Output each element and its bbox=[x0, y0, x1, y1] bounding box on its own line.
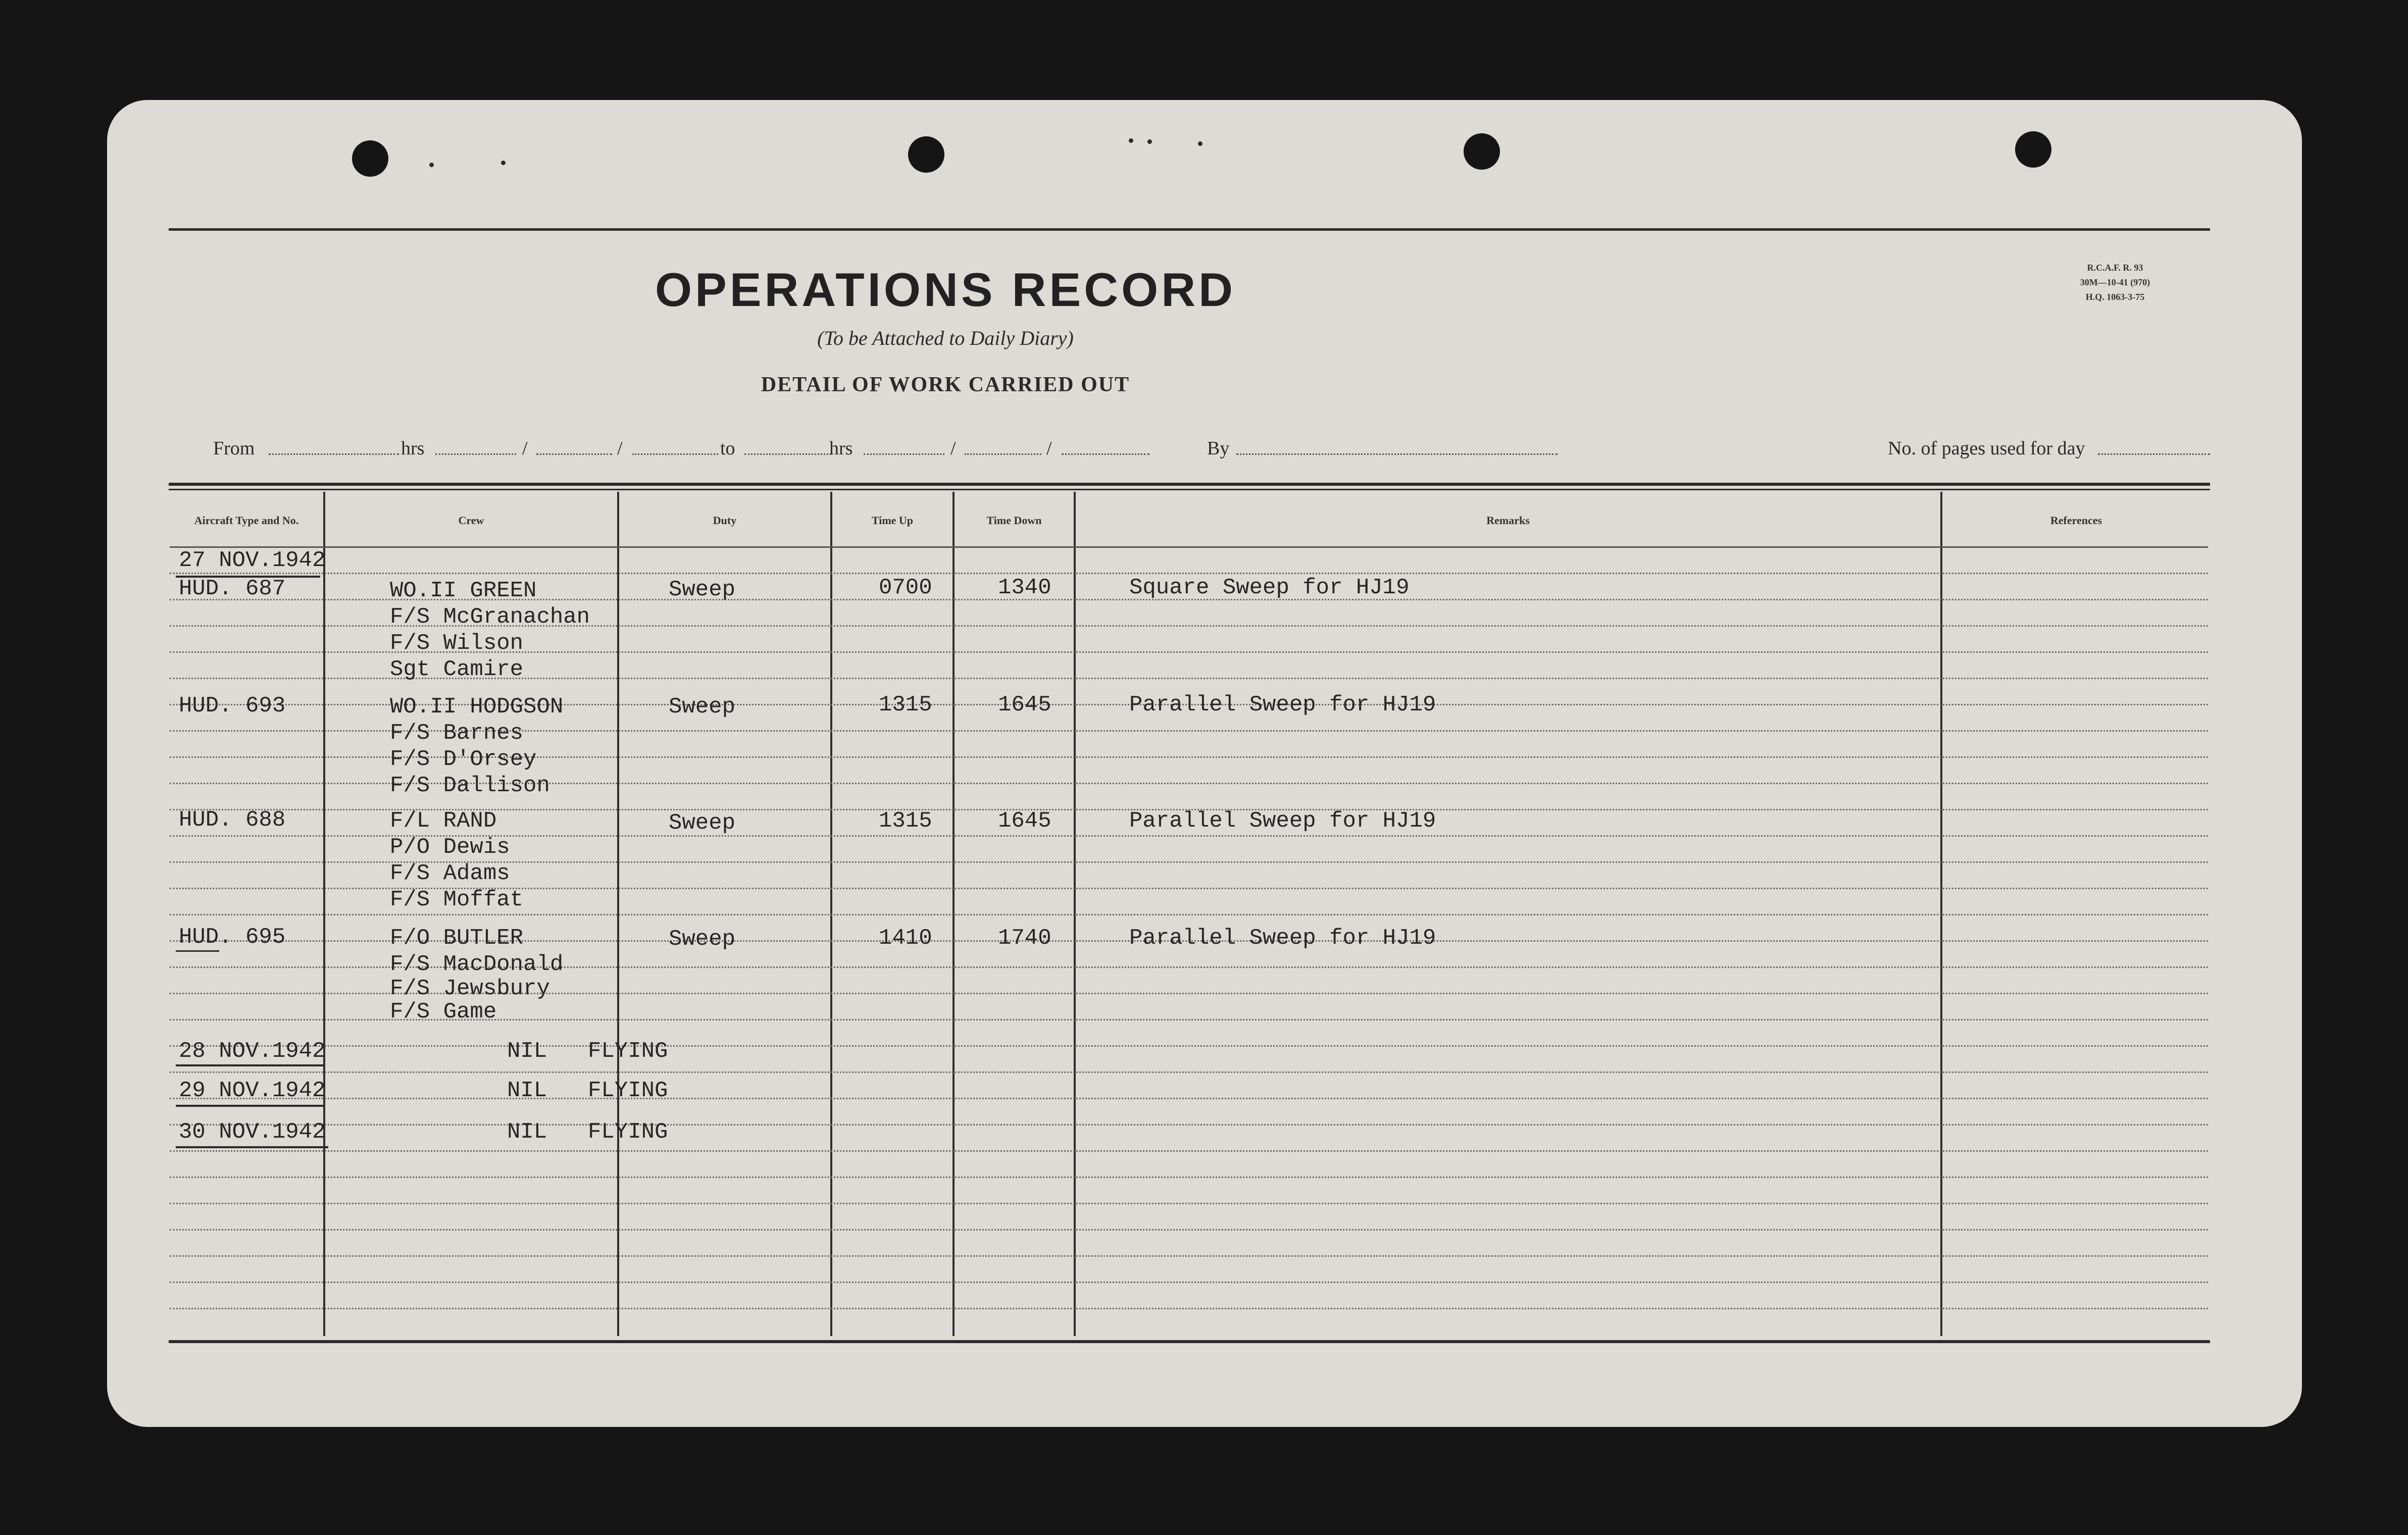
to-day-field bbox=[864, 453, 944, 455]
duty-cell: Sweep bbox=[669, 927, 736, 952]
table-top-rule-thin bbox=[169, 489, 2210, 490]
crew-member: F/S Adams bbox=[390, 861, 510, 886]
row-line bbox=[170, 1282, 2208, 1283]
crew-member: F/S Dallison bbox=[390, 773, 550, 798]
remarks-cell: Square Sweep for HJ19 bbox=[1129, 575, 1410, 600]
date-separator: / bbox=[1046, 438, 1052, 459]
date-separator: / bbox=[950, 438, 956, 459]
time-down-cell: 1340 bbox=[998, 575, 1051, 600]
page-subtitle: (To be Attached to Daily Diary) bbox=[817, 327, 1074, 349]
top-rule bbox=[169, 228, 2210, 231]
form-reference bbox=[2060, 261, 2171, 304]
date-entry: 29 NOV.1942 bbox=[179, 1078, 326, 1103]
speck bbox=[429, 163, 434, 167]
date-underline bbox=[176, 1064, 323, 1066]
aircraft-cell: HUD. 695 bbox=[179, 925, 286, 950]
from-day-field bbox=[435, 453, 516, 455]
crew-member: F/S Game bbox=[390, 999, 497, 1025]
time-down-cell: 1645 bbox=[998, 692, 1051, 718]
duty-cell: Sweep bbox=[669, 694, 736, 720]
from-year-field bbox=[632, 453, 718, 455]
speck bbox=[1147, 139, 1152, 144]
table-bottom-rule bbox=[169, 1340, 2210, 1343]
punch-hole-3 bbox=[1464, 133, 1500, 170]
row-line bbox=[170, 1229, 2208, 1231]
to-label: to bbox=[720, 438, 735, 459]
remarks-cell: Parallel Sweep for HJ19 bbox=[1129, 808, 1436, 834]
time-up-cell: 0700 bbox=[879, 575, 932, 600]
aircraft-cell: HUD. 693 bbox=[179, 693, 286, 719]
crew-member: F/S MacDonald bbox=[390, 952, 564, 977]
pages-label: No. of pages used for day bbox=[1888, 438, 2085, 459]
date-entry: 27 NOV.1942 bbox=[179, 548, 326, 573]
crew-member: F/S D'Orsey bbox=[390, 747, 537, 772]
from-month-field bbox=[536, 453, 612, 455]
punch-hole-1 bbox=[352, 140, 388, 177]
crew-member: F/L RAND bbox=[390, 808, 497, 834]
row-line bbox=[170, 1124, 2208, 1125]
aircraft-cell: HUD. 688 bbox=[179, 807, 286, 833]
flying-text: FLYING bbox=[588, 1078, 668, 1103]
row-line bbox=[170, 1176, 2208, 1178]
row-line bbox=[170, 573, 2208, 574]
to-month-field bbox=[965, 453, 1041, 455]
date-underline bbox=[176, 1105, 323, 1107]
aircraft-underline bbox=[176, 950, 219, 952]
hrs-label: hrs bbox=[829, 438, 853, 459]
form-ref-line: H.Q. 1063-3-75 bbox=[2085, 292, 2145, 302]
duty-cell: Sweep bbox=[669, 577, 736, 602]
row-line bbox=[170, 1255, 2208, 1257]
time-down-cell: 1645 bbox=[998, 808, 1051, 834]
row-line bbox=[170, 1203, 2208, 1204]
nil-text: NIL bbox=[507, 1078, 547, 1103]
nil-text: NIL bbox=[507, 1039, 547, 1064]
from-field bbox=[269, 453, 399, 455]
to-field bbox=[744, 453, 831, 455]
crew-member: P/O Dewis bbox=[390, 835, 510, 860]
crew-member: Sgt Camire bbox=[390, 657, 524, 682]
date-underline bbox=[176, 1146, 328, 1148]
crew-member: F/S Moffat bbox=[390, 887, 524, 912]
row-line bbox=[170, 1071, 2208, 1073]
date-separator: / bbox=[522, 438, 528, 459]
row-line bbox=[170, 1098, 2208, 1099]
time-up-cell: 1410 bbox=[879, 926, 932, 951]
header-divider bbox=[170, 546, 2208, 548]
column-header-remarks: Remarks bbox=[1486, 514, 1530, 527]
nil-text: NIL bbox=[507, 1119, 547, 1145]
row-line bbox=[170, 1045, 2208, 1047]
date-entry: 28 NOV.1942 bbox=[179, 1039, 326, 1064]
flying-text: FLYING bbox=[588, 1039, 668, 1064]
crew-member: F/S Jewsbury bbox=[390, 976, 550, 1001]
speck bbox=[501, 161, 506, 165]
flying-text: FLYING bbox=[588, 1119, 668, 1145]
column-header-time-down: Time Down bbox=[986, 514, 1042, 527]
punch-hole-2 bbox=[908, 136, 944, 173]
time-up-cell: 1315 bbox=[879, 692, 932, 718]
speck bbox=[1198, 141, 1202, 146]
pages-field bbox=[2098, 453, 2210, 455]
crew-member: F/S McGranachan bbox=[390, 604, 590, 630]
column-header-crew: Crew bbox=[458, 514, 484, 527]
row-line bbox=[170, 914, 2208, 915]
operations-record-card bbox=[107, 100, 2302, 1427]
time-up-cell: 1315 bbox=[879, 808, 932, 834]
column-header-duty: Duty bbox=[713, 514, 737, 527]
date-entry: 30 NOV.1942 bbox=[179, 1119, 326, 1145]
by-label: By bbox=[1207, 438, 1230, 459]
to-year-field bbox=[1062, 453, 1149, 455]
row-line bbox=[170, 1150, 2208, 1152]
crew-member: F/O BUTLER bbox=[390, 926, 524, 951]
table-top-rule bbox=[169, 483, 2210, 486]
duty-cell: Sweep bbox=[669, 810, 736, 836]
by-field bbox=[1236, 453, 1558, 455]
page-title: OPERATIONS RECORD bbox=[655, 263, 1236, 316]
column-header-references: References bbox=[2050, 514, 2102, 527]
remarks-cell: Parallel Sweep for HJ19 bbox=[1129, 926, 1436, 951]
form-ref-line: 30M—10-41 (970) bbox=[2080, 277, 2150, 287]
column-header-aircraft: Aircraft Type and No. bbox=[194, 514, 299, 527]
speck bbox=[1129, 138, 1133, 143]
from-label: From bbox=[213, 438, 255, 459]
time-down-cell: 1740 bbox=[998, 926, 1051, 951]
column-header-time-up: Time Up bbox=[871, 514, 914, 527]
hrs-label: hrs bbox=[401, 438, 425, 459]
date-separator: / bbox=[617, 438, 623, 459]
crew-member: F/S Wilson bbox=[390, 631, 524, 656]
crew-member: WO.II HODGSON bbox=[390, 694, 564, 720]
form-ref-line: R.C.A.F. R. 93 bbox=[2087, 263, 2143, 273]
detail-heading: DETAIL OF WORK CARRIED OUT bbox=[761, 373, 1130, 396]
row-line bbox=[170, 1308, 2208, 1309]
crew-member: F/S Barnes bbox=[390, 721, 524, 746]
aircraft-cell: HUD. 687 bbox=[179, 576, 286, 601]
crew-member: WO.II GREEN bbox=[390, 578, 537, 603]
remarks-cell: Parallel Sweep for HJ19 bbox=[1129, 692, 1436, 718]
punch-hole-4 bbox=[2015, 131, 2051, 168]
